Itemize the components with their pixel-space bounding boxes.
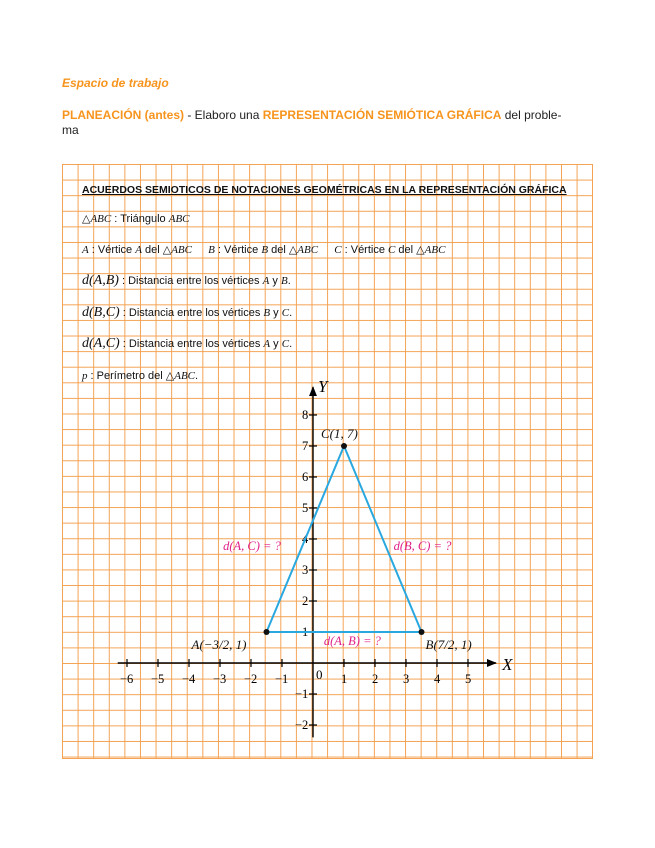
labels-group — [191, 377, 514, 682]
dist-ab-text: : Distancia entre los vértices — [118, 275, 263, 287]
vertex-a-del: del — [141, 244, 163, 256]
x-tick-label: 4 — [434, 672, 441, 686]
vertex-b-triangle: △ABC — [288, 244, 319, 256]
dist-ac-y: y — [270, 338, 282, 350]
dist-ac-symbol: d(A,C) — [82, 336, 120, 351]
distance-bc-label: d(B, C) = ? — [393, 538, 452, 553]
vertex-b-var: B — [261, 244, 269, 256]
triangle-symbol: △ABC — [82, 213, 112, 225]
dist-ac-text: : Distancia entre los vértices — [119, 338, 264, 350]
vertex-c-label: C(1, 7) — [321, 426, 358, 441]
dist-bc-text: : Distancia entre los vértices — [119, 307, 264, 319]
dist-bc-v2: C — [281, 307, 290, 319]
dist-ac-v2: C — [281, 338, 290, 350]
triangle-desc: : Triángulo — [111, 213, 169, 225]
x-tick-label: 1 — [341, 672, 348, 686]
vertex-b-symbol: B — [208, 244, 215, 256]
x-tick-label: −4 — [182, 672, 196, 686]
vertex-a-var: A — [135, 244, 142, 256]
dist-ab-v2: B — [280, 275, 288, 287]
vertex-c-triangle: △ABC — [416, 244, 446, 256]
x-axis-label: X — [502, 655, 513, 674]
x-tick-label: 3 — [403, 672, 410, 686]
vertex-c-point — [341, 443, 347, 449]
perimeter-triangle: △ABC — [165, 370, 196, 382]
y-tick-label: −1 — [295, 687, 309, 701]
vertex-a-symbol: A — [82, 244, 89, 256]
triangle-name: ABC — [168, 213, 190, 225]
representacion-label: REPRESENTACIÓN SEMIÓTICA GRÁFICA — [262, 108, 502, 122]
vertex-c-del: del — [395, 244, 417, 256]
dist-bc-symbol: d(B,C) — [82, 305, 120, 320]
vertex-b-text: : Vértice — [214, 244, 262, 256]
x-tick-label: −2 — [244, 672, 258, 686]
y-tick-label: 7 — [302, 439, 309, 453]
perimeter-end: . — [195, 370, 199, 382]
x-tick-label: −5 — [151, 672, 165, 686]
x-tick-label: 2 — [372, 672, 379, 686]
section-title: Espacio de trabajo — [62, 76, 169, 90]
distance-ac-label: d(A, C) = ? — [223, 538, 281, 553]
dist-ac-v1: A — [263, 338, 271, 350]
y-tick-label: 8 — [302, 408, 309, 422]
vertex-c-var: C — [388, 244, 396, 256]
ticks-group — [120, 408, 471, 732]
x-tick-label: −3 — [213, 672, 227, 686]
vertex-c-text: : Vértice — [341, 244, 389, 256]
x-tick-label: −1 — [275, 672, 289, 686]
y-tick-label: 1 — [302, 625, 309, 639]
y-tick-label: −2 — [295, 718, 309, 732]
vertex-b-del: del — [268, 244, 289, 256]
vertex-a-text: : Vértice — [88, 244, 136, 256]
vertex-b-point — [419, 629, 425, 635]
vertex-b-label: B(7/2, 1) — [425, 637, 472, 652]
distance-ab-label: d(A, B) = ? — [323, 634, 381, 648]
dist-bc-y: y — [270, 307, 282, 319]
dist-ab-y: y — [269, 275, 281, 287]
vertex-a-point — [264, 629, 270, 635]
perimeter-text: : Perímetro del — [87, 370, 166, 382]
y-tick-label: 6 — [302, 470, 309, 484]
dist-bc-v1: B — [263, 307, 271, 319]
dist-ab-v1: A — [262, 275, 270, 287]
vertex-a-triangle: △ABC — [162, 244, 192, 256]
planeacion-label: PLANEACIÓN (antes) — [62, 108, 185, 122]
vertex-c-symbol: C — [334, 244, 342, 256]
x-tick-label: 5 — [465, 672, 472, 686]
x-tick-label: −6 — [120, 672, 134, 686]
origin-label: 0 — [316, 667, 323, 682]
dist-ab-end: . — [287, 275, 291, 287]
dist-ac-end: . — [289, 338, 293, 350]
intro-text-2: del proble- — [501, 108, 562, 122]
y-tick-label: 3 — [302, 563, 309, 577]
vertex-a-label: A(−3/2, 1) — [191, 637, 247, 652]
intro-text-1: - Elaboro una — [184, 108, 263, 122]
agreements-title: ACUERDOS SEMIOTICOS DE NOTACIONES GEOMÉTRICAS EN LA REPRESENTACIÓN GRÁFICA — [82, 184, 567, 196]
perimeter-symbol: p — [82, 370, 88, 382]
y-tick-label: 4 — [302, 532, 309, 546]
dist-ab-symbol: d(A,B) — [82, 273, 119, 288]
y-axis-label: Y — [318, 376, 328, 396]
y-tick-label: 2 — [302, 594, 309, 608]
intro-text-3: ma — [62, 123, 79, 137]
y-tick-label: 5 — [302, 501, 309, 515]
dist-bc-end: . — [289, 307, 293, 319]
